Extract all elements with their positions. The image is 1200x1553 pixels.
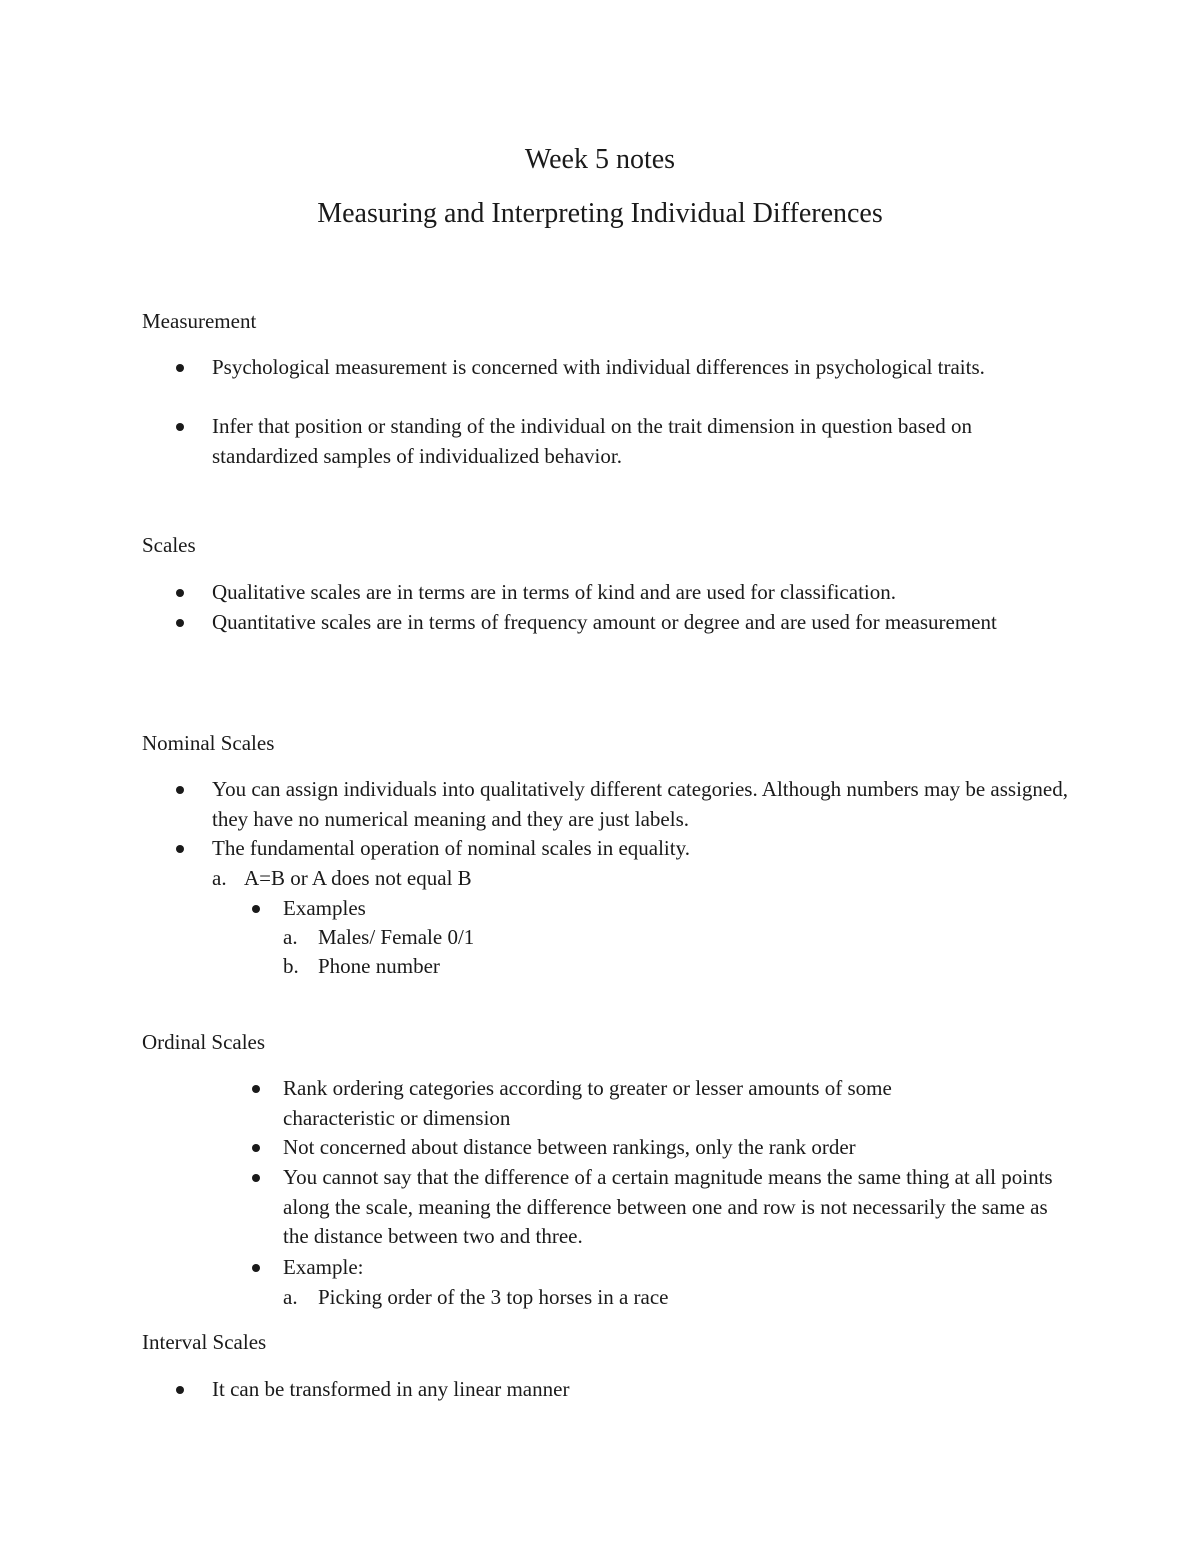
list-item: The fundamental operation of nominal scales in equality. (212, 834, 1072, 864)
bullet-icon (176, 619, 184, 627)
bullet-icon (252, 1174, 260, 1182)
list-item: Examples (283, 894, 783, 924)
list-item: Example: (283, 1253, 783, 1283)
section-heading-ordinal-scales: Ordinal Scales (142, 1030, 266, 1054)
list-item: You can assign individuals into qualitatively different categories. Although numbers may be assigned, they have no numerical meaning and they are just labels. (212, 775, 1082, 834)
bullet-icon (176, 589, 184, 597)
list-item: Quantitative scales are in terms of frequency amount or degree and are used for measurement (212, 608, 1002, 638)
bullet-icon (252, 1144, 260, 1152)
list-item: Rank ordering categories according to greater or lesser amounts of some characteristic or dimension (283, 1074, 1003, 1133)
bullet-icon (252, 905, 260, 913)
section-heading-interval-scales: Interval Scales (142, 1330, 267, 1354)
list-item: Infer that position or standing of the individual on the trait dimension in question based on standardized samples of individualized behavior. (212, 412, 1072, 471)
section-heading-measurement: Measurement (142, 309, 257, 333)
section-heading-scales: Scales (142, 533, 196, 557)
bullet-icon (252, 1085, 260, 1093)
bullet-icon (176, 364, 184, 372)
list-item: Qualitative scales are in terms are in terms of kind and are used for classification. (212, 578, 1072, 608)
sub-list-item: a. Males/ Female 0/1 (283, 925, 475, 949)
list-item: You cannot say that the difference of a certain magnitude means the same thing at all points along the scale, meaning the difference between one and row is not necessarily the same as the distance between two and three. (283, 1163, 1078, 1252)
page-subtitle: Measuring and Interpreting Individual Differences (317, 198, 883, 229)
list-item: Not concerned about distance between rankings, only the rank order (283, 1133, 1083, 1163)
sub-list-item: a. Picking order of the 3 top horses in a race (283, 1285, 669, 1309)
bullet-icon (176, 1386, 184, 1394)
bullet-icon (176, 423, 184, 431)
list-item: It can be transformed in any linear manner (212, 1375, 1072, 1405)
bullet-icon (176, 786, 184, 794)
bullet-icon (252, 1264, 260, 1272)
section-heading-nominal-scales: Nominal Scales (142, 731, 275, 755)
list-item: Psychological measurement is concerned with individual differences in psychological traits. (212, 353, 1072, 383)
page-title: Week 5 notes (524, 144, 676, 175)
sub-list-item: b. Phone number (283, 954, 440, 978)
sub-list-item: a. A=B or A does not equal B (212, 866, 472, 890)
bullet-icon (176, 845, 184, 853)
